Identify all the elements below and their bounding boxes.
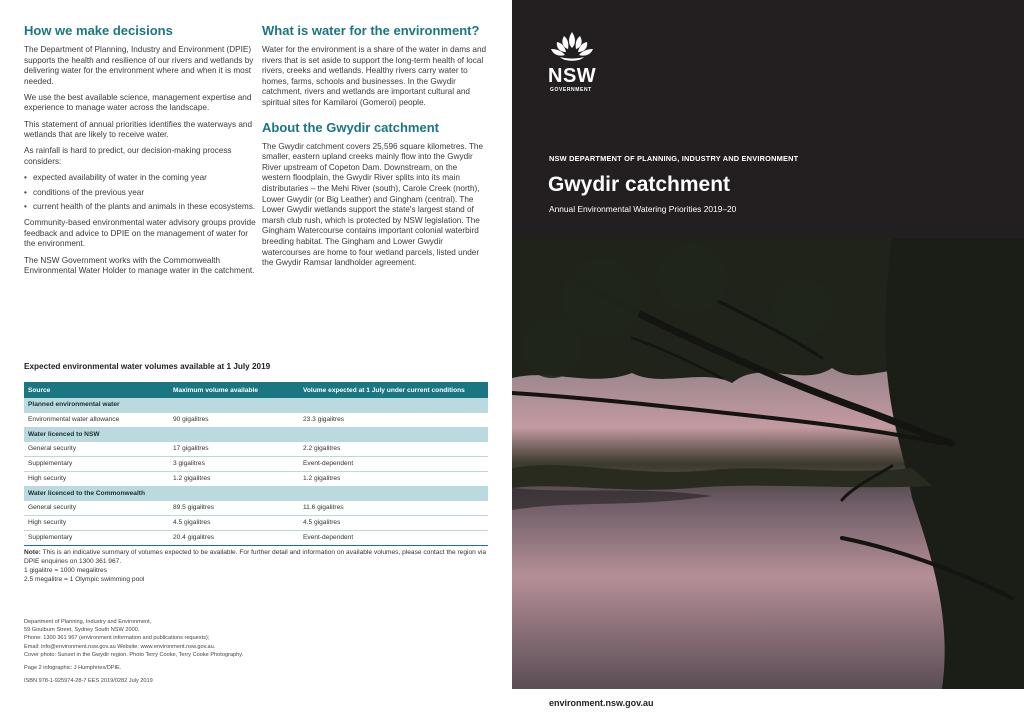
decisions-paragraph: The Department of Planning, Industry and Environment (DPIE) supports the health and resilience of our rivers and wetlands by delivering water for the environment where and when it is most needed. <box>24 45 254 86</box>
table-cell: Environmental water allowance <box>24 412 169 427</box>
footer-line: 59 Goulburn Street, Sydney South NSW 2000. <box>24 627 140 634</box>
table-cell: Event-dependent <box>299 456 488 471</box>
environment-water-section <box>262 22 488 274</box>
table-cell: 89.5 gigalitres <box>169 500 299 515</box>
table-cell: 90 gigalitres <box>169 412 299 427</box>
table-cell: High security <box>24 471 169 486</box>
decisions-paragraph: The NSW Government works with the Commonwealth Environmental Water Holder to manage water in the catchment. <box>24 255 255 276</box>
conversion-pool: 2.5 megalitre = 1 Olympic swimming pool <box>24 576 145 584</box>
sunset-river-photo <box>512 238 1024 689</box>
table-cell: General security <box>24 441 169 456</box>
table-row <box>24 515 488 530</box>
conversion-gigalitre: 1 gigalitre = 1000 megalitres <box>24 566 108 574</box>
note-text: This is an indicative summary of volumes expected to be available. For further detail and information on available volumes, please contact the region via DPIE enquiries on 1300 361 967. <box>24 549 487 565</box>
table-cell: 20.4 gigalitres <box>169 530 299 545</box>
table-cell: 4.5 gigalitres <box>299 515 488 530</box>
table-row <box>24 412 488 427</box>
table-cell: 23.3 gigalitres <box>299 412 488 427</box>
group-label: Water licenced to the Commonwealth <box>24 486 488 500</box>
website-url: environment.nsw.gov.au <box>549 698 654 708</box>
note-label: Note: <box>24 549 41 556</box>
what-paragraph: Water for the environment is a share of the water in dams and rivers that is set aside to support the long-term health of local rivers, creeks and wetlands. Healthy rivers carry water to homes, farms, schools and businesses. In the Gwydir catchment, rivers and wetlands are important cultural and spiritual sites for Kamilaroi (Gomeroi) people. <box>262 45 487 107</box>
column-header: Source <box>24 382 169 398</box>
decisions-paragraph: As rainfall is hard to predict, our decision-making process considers: <box>24 146 232 166</box>
decisions-paragraph: Community-based environmental water advisory groups provide feedback and advice to DPIE on the management of water for the environment. <box>24 218 256 249</box>
table-cell: General security <box>24 500 169 515</box>
group-label: Water licenced to NSW <box>24 427 488 441</box>
logo-wordmark: NSW <box>548 65 597 87</box>
cover-photo <box>512 238 1024 689</box>
table-cell: High security <box>24 515 169 530</box>
table-cell: 4.5 gigalitres <box>169 515 299 530</box>
publication-footer <box>24 618 274 685</box>
table-header-row <box>24 382 488 398</box>
table-cell: 2.2 gigalitres <box>299 441 488 456</box>
decisions-bullet-list <box>24 173 256 213</box>
department-name: NSW DEPARTMENT OF PLANNING, INDUSTRY AND ENVIRONMENT <box>549 154 799 163</box>
decisions-paragraph: We use the best available science, management expertise and experience to manage water across the landscape. <box>24 92 252 113</box>
table-group-row <box>24 427 488 441</box>
bullet-item: • expected availability of water in the coming year <box>24 173 256 184</box>
cover-page <box>512 0 1024 724</box>
table-group-row <box>24 486 488 500</box>
table-row <box>24 441 488 456</box>
column-header: Volume expected at 1 July under current conditions <box>299 382 488 398</box>
logo-subtext: GOVERNMENT <box>550 87 592 93</box>
bullet-item: • current health of the plants and animals in these ecosystems. <box>24 202 256 213</box>
footer-line: Phone: 1300 361 967 (environment information and publications requests); <box>24 635 210 642</box>
footer-line: ISBN 978-1-925974-28-7 EES 2019/0282 July 2019 <box>24 678 153 685</box>
table-cell: 3 gigalitres <box>169 456 299 471</box>
table-note <box>24 549 494 585</box>
table-row <box>24 471 488 486</box>
table-group-row <box>24 398 488 412</box>
footer-line: Cover photo: Sunset in the Gwydir region. Photo Terry Cooke, Terry Cooke Photography. <box>24 651 244 658</box>
decisions-section <box>24 22 256 282</box>
about-heading: About the Gwydir catchment <box>262 119 439 135</box>
nsw-government-logo <box>546 30 606 93</box>
cover-subtitle: Annual Environmental Watering Priorities 2019–20 <box>549 204 737 214</box>
water-volumes-table <box>24 382 488 546</box>
table-title: Expected environmental water volumes available at 1 July 2019 <box>24 362 271 371</box>
what-heading: What is water for the environment? <box>262 23 480 38</box>
decisions-heading: How we make decisions <box>24 23 173 38</box>
table-cell: Supplementary <box>24 530 169 545</box>
table-cell: Supplementary <box>24 456 169 471</box>
table-cell: 17 gigalitres <box>169 441 299 456</box>
table-cell: Event-dependent <box>299 530 488 545</box>
table-row <box>24 456 488 471</box>
table-cell: 1.2 gigalitres <box>169 471 299 486</box>
cover-header-band <box>512 0 1024 238</box>
cover-title: Gwydir catchment <box>548 173 731 196</box>
footer-line: Page 2 infographic: J Humphries/DPIE. <box>24 665 122 672</box>
table-row <box>24 500 488 515</box>
bullet-item: • conditions of the previous year <box>24 188 256 199</box>
table-cell: 11.6 gigalitres <box>299 500 488 515</box>
about-paragraph: The Gwydir catchment covers 25,596 square kilometres. The smaller, eastern upland creeks mainly flow into the Gwydir River upstream of Copeton Dam. Downstream, on the western floodplain, the Gwydir River splits into its main distributaries – the Mehi River (south), Carole Creek (north), Lower Gwydir (or Big Leather) and Gingham (central). The Lower Gwydir wetlands support the state's largest stand of marsh club rush, which is protected by NSW legislation. The Gingham Watercourse contains important colonial waterbird breeding habitat. The Gingham and Lower Gwydir watercourses are home to four wetland parcels, listed under the Gwydir Ramsar landholder agreement. <box>262 141 484 268</box>
group-label: Planned environmental water <box>24 398 488 412</box>
table-cell: 1.2 gigalitres <box>299 471 488 486</box>
footer-line: Department of Planning, Industry and Environment, <box>24 619 152 625</box>
waratah-logo-icon <box>546 30 598 66</box>
decisions-paragraph: This statement of annual priorities identifies the waterways and wetlands that are likely to receive water. <box>24 119 253 140</box>
column-header: Maximum volume available <box>169 382 299 398</box>
table-row <box>24 530 488 545</box>
footer-line: Email: info@environment.nsw.gov.au Website: www.environment.nsw.gov.au. <box>24 643 216 650</box>
